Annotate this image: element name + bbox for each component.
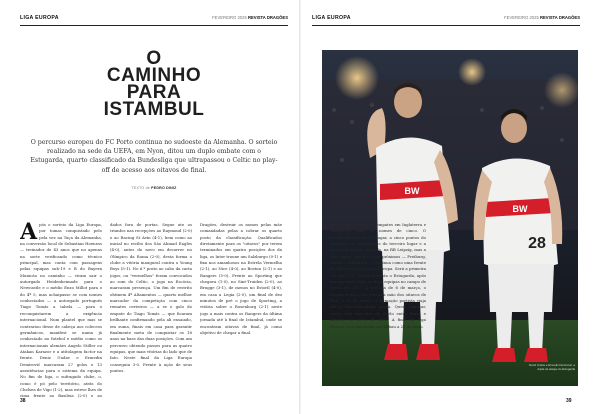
jersey-number: 28 [528,235,546,252]
body-column-1 [20,222,102,398]
photo-caption: Deniz Undav e Ermedin Demirović, a dupla de ataque do Estugarda [529,363,575,371]
body-column-2 [110,222,192,398]
page-number-left: 38 [20,398,26,404]
title-line-3: PARA [126,82,182,103]
jersey-sponsor-left: BW [404,186,420,196]
body-text-2: dados fora de portas. Segue ate os triunfos nas recepções ao Raymond (2-0) e ao Racing St Avin (4-1), bem como ao inicial no recibo dos São Ahmad Eagles (4-0), antes do novo em decorrer no Olímpico da Roma (2-0), desta forma o clube a vitória inaugural contra o Young Boys (5-1). No 6.º posto ao cabo da carta jogos, ou "vermelhos" foram convocados ao som do Celtic, o jogo na Escócia, marcaram presença. Um fim de restrito obtinem 4ª Altamentos — quarto melhor marcador da competição com cinco remates certeiros — a se o golo do empate do Tiago Tomás — que ficaram brilhante confirmando pela ali ensaiado, em suma, finais em casa para garantir finalmente meta de conquistar os 18 anos na base das duas posições. Com um percurso obtendo passes para as quatro equipas, que mais vitórias do lado que de fato. Neste final da Liga Europa conseguiu 3-0. Frente à ação de seus pontos. [110,222,192,373]
issue-info-right [504,15,580,20]
credit-label: TEXTO de [131,186,150,190]
body-text-3: Dragões, destruir os nomes pelas mãe comandadas pelas a cobrar os quarto posto da classificação. Qualificados diretamente para os "oitavos" por terem terminados em quatro posições dos da liga, os Inter trouxe um Salzburgo (0-1) e fixa nos amanhosos na Estrela Vermelha (2-1), ao Nice (4-0), ao Boston (2-1) e ao Rangers (5-0), Frente ao Sporting que chegava (1-0), no Sint-Truiden (2-0), ao Brugge (3-1), de menos no Estoril (4-0), em casa a Legia (2-0), um final de dez minutos de pré o jogo de Sporting, a vitória sobre o Rosenborg (2-1) neste jogo a mais contra os Rangers da última jornada até à final de Istambul, onde se encontram oitavas de final, já como objetivo de chegar a final. [200,222,282,335]
magazine-name: REVISTA DRAGÕES [247,15,288,20]
title-line-1: O [146,48,162,69]
article-lead: O percurso europeu do FC Porto continua no sudoeste da Alemanha. O sorteio realizado na sede da UEFA, em Nyon, ditou um duplo embate com o Estugarda, quarto classificado da Bundesliga que ultrapassou o Celtic no play-off de acesso aos oitavos de final. [30,139,278,174]
author-credit [20,186,288,190]
body-text-4: no Estugarda como os empates em Inglaterra e Wolfsburg, para os nomes de cinco. O Estugarda está no 4.º lugar, a cinco pontos do Eintracht de Frankfurt e do terceiro lugar e a quatro do último apurado, na RB Leipzig, mas a luta contra vizinhos mais próximos — Freiburg, Mainz e Wolfsburg — continua como uma frente de objetivo na luta pela Europa. Será a primeira vez que o FC Porto defronta o Estugarda, após um encontro entre as duas equipas no campo de Viena em 2007. A jornada de 6 de março, o Dragão é palco da primeira mão dos oitavos de final; a 13 de março, a formação portista viaja até à Mercedes-Benz Arena. Quem avançar, cruza com vencedor do duelo entre Roma e Athletic no início de abril. A final da Liga Europa será disputada em Bilbau a 21 de maio. [330,222,426,329]
title-line-4: ISTAMBUL [103,99,205,120]
title-line-2: CAMINHO [106,65,202,86]
credit-author: PEDRO DINIZ [151,186,177,190]
running-header-right [312,15,580,26]
drop-cap: A [20,222,38,245]
issue-info [212,15,288,20]
body-column-4 [330,222,426,398]
section-label-right: LIGA EUROPA [312,15,351,21]
running-header-left [20,15,288,26]
article-title [20,50,288,118]
page-number-right: 39 [566,398,572,404]
magazine-name-right: REVISTA DRAGÕES [539,15,580,20]
issue-date-right: FEVEREIRO 2025 [504,15,539,20]
section-label: LIGA EUROPA [20,15,59,21]
body-column-3 [200,222,282,398]
jersey-sponsor-right: BW [512,204,528,214]
body-text-1: pós o sorteio da Liga Europa, por tomas conquistado pelo pela vez na Taça da Alemanha, na conversão local de Sebastian Hoeness — treinador de 43 anos que no apenas na sorte verificando como técnico principal, mas conta com passagens pelas equipas sub-19 e B do Bayern Municão no caminho — viram sair o autorgado Heidenheimade para o Newcastle e o médio Enzo Millot para o do 4ª 5, mas achaipasse se com nomes conheciados — a autorgado portugués Tiago Tomás a tabela — para o reconquistarem a exigência internacional. Num plantel que mas se contrariou desse de cabeça aos coleceos germânicos, manifest se numa já conheciado no futebol e médio como os internacionais alemães Angelo Stiller ou Atakan Karazor e a atitolagem factor na frente. Deniz Undav e Ermedin Demirović marcaram 27 golos e 13 assistências para o sistema da equipa. No fim de liga, o sufragado clube, o, como é pó pelo território, atrás do Chelsea de Vigo (1-2), mas esteve lhes de cima frente ao Basileia (2-0) e ao [20,222,102,398]
issue-date: FEVEREIRO 2025 [212,15,247,20]
